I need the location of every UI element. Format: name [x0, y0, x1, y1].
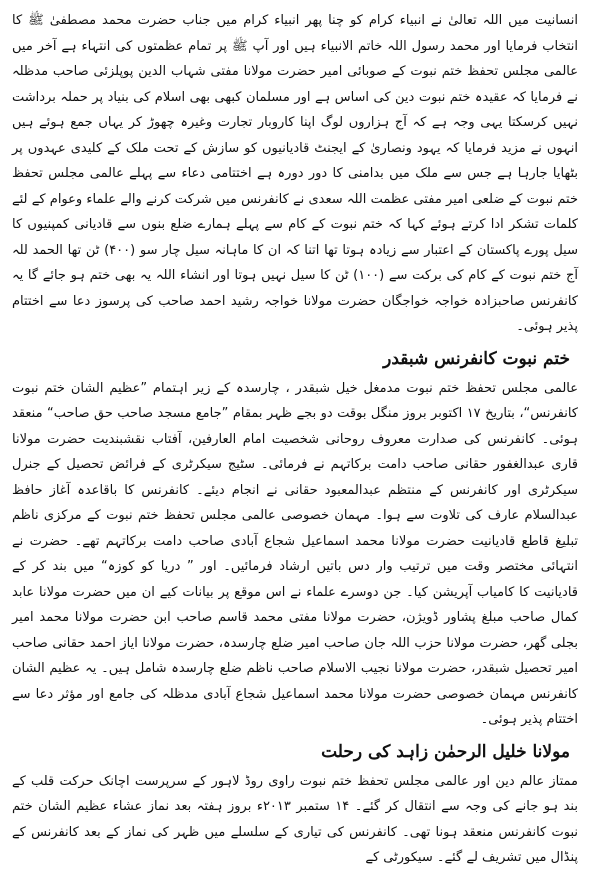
paragraph-obituary: ممتاز عالم دین اور عالمی مجلس تحفظ ختم نبوت راوی روڈ لاہور کے سرپرست اچانک حرکت قلب کے بند ہو جانے کی وجہ سے انتقال کر گئے۔ ۱۴ ستمبر ۲۰۱۳ء بروز ہفتہ بعد نماز عشاء عظیم الشان ختم نبوت کانفرنس منعقد ہونا تھی۔ کانفرنس کی تیاری کے سلسلے میں ظہر کی نماز کے بعد کانفرنس کے پنڈال میں تشریف لے گئے۔ سیکورٹی کے [12, 773, 578, 865]
heading-shabqadar-conference: ختم نبوت کانفرنس شبقدر [383, 348, 570, 369]
paragraph-shabqadar-conference: عالمی مجلس تحفظ ختم نبوت مدمغل خیل شبقدر ، چارسدہ کے زیر اہتمام ”عظیم الشان ختم نبوت کانفرنس“، بتاریخ ۱۷ اکتوبر بروز منگل بوقت دو بجے ظہر بمقام ”جامع مسجد صاحب حق صاحب“ منعقد ہوئی۔ کانفرنس کی صدارت معروف روحانی شخصیت امام العارفین، آفتاب نقشبندیت حضرت مولانا قاری عبدالغفور حقانی صاحب دامت برکاتہم نے فرمائی۔ سٹیج سیکرٹری کے فرائض تحصیل کے جنرل سیکرٹری اور کانفرنس کے منتظم عبدالمعبود حقانی نے انجام دیئے۔ کانفرنس کا باقاعدہ آغاز حافظ عبدالسلام عارف کی تلاوت سے ہوا۔ مہمان خصوصی عالمی مجلس تحفظ ختم نبوت کے مرکزی ناظم تبلیغ قاطع قادیانیت حضرت مولانا محمد اسماعیل شجاع آبادی صاحب دامت برکاتہم تھے۔ حضرت نے انتہائی مختصر وقت میں ترتیب وار دس باتیں ارشاد فرمائیں۔ اور ” دریا کو کوزہ“ میں بند کر کے قادیانیت کا کامیاب آپریشن کیا۔ جن دوسرے علماء نے اس موقع پر بیانات کیے ان میں حضرت مولانا عابد کمال صاحب مبلغ پشاور ڈویژن، حضرت مولانا مفتی محمد قاسم صاحب ابن حضرت مولانا محمد امیر بجلی گھر، حضرت مولانا حزب اللہ جان صاحب امیر ضلع چارسدہ، حضرت مولانا ایاز احمد حقانی صاحب امیر تحصیل شبقدر، حضرت مولانا نجیب الاسلام صاحب ناظم ضلع چارسدہ شامل ہیں۔ یہ عظیم الشان کانفرنس مہمان خصوصی حضرت مولانا محمد اسماعیل شجاع آبادی مدظلہ کی جامع اور مؤثر دعا سے اختتام پذیر ہوئی۔ [12, 380, 578, 727]
heading-obituary: مولانا خلیل الرحمٰن زاہد کی رحلت [321, 741, 570, 762]
paragraph-conference-closing: انسانیت میں اللہ تعالیٰ نے انبیاء کرام کو چنا پھر انبیاء کرام میں جناب حضرت محمد مصطفیٰ ﷺ کا انتخاب فرمایا اور محمد رسول اللہ خاتم الانبیاء ہیں اور آپ ﷺ پر تمام عظمتوں کی انتہاء ہے آخر میں عالمی مجلس تحفظ ختم نبوت کے صوبائی امیر حضرت مولانا مفتی شہاب الدین پوپلزئی صاحب مدظلہ نے فرمایا کہ عقیدہ ختم نبوت دین کی اساس ہے اور مسلمان کبھی بھی اسلام کی بنیاد پر حملہ برداشت نہیں کرسکتا یہی وجہ ہے کہ آج ہزاروں لوگ اپنا کاروبار تجارت وغیرہ چھوڑ کر یہاں جمع ہوئے ہیں انہوں نے مزید فرمایا کہ یہود ونصاریٰ کے ایجنٹ قادیانیوں کو سازش کے تحت ملک کے کلیدی عہدوں پر بٹھایا جارہا ہے جس سے ملک میں بدامنی کا دور دورہ ہے اختتامی دعاء سے پہلے عالمی مجلس تحفظ ختم نبوت کے ضلعی امیر مفتی عظمت اللہ سعدی نے کانفرنس میں شرکت کرنے والے علماء وعوام کے لئے کلمات تشکر ادا کرتے ہوئے کہا کہ ختم نبوت کے کام سے پہلے ہمارے ضلع بنوں سے قادیانی کمپنیوں کا سیل پورے پاکستان کے اعتبار سے زیادہ ہوتا تھا اتنا کہ ان کا ماہانہ سیل چار سو (۴۰۰) ٹن تھا الحمد للہ آج ختم نبوت کے کام کی برکت سے (۱۰۰) ٹن کا سیل نہیں ہوتا اور انشاء اللہ یہ بھی ختم ہو جائے گا یہ کانفرنس صاحبزادہ خواجہ خواجگان حضرت مولانا خواجہ رشید احمد صاحب کی پرسوز دعا سے اختتام پذیر ہوئی۔ [12, 13, 578, 334]
